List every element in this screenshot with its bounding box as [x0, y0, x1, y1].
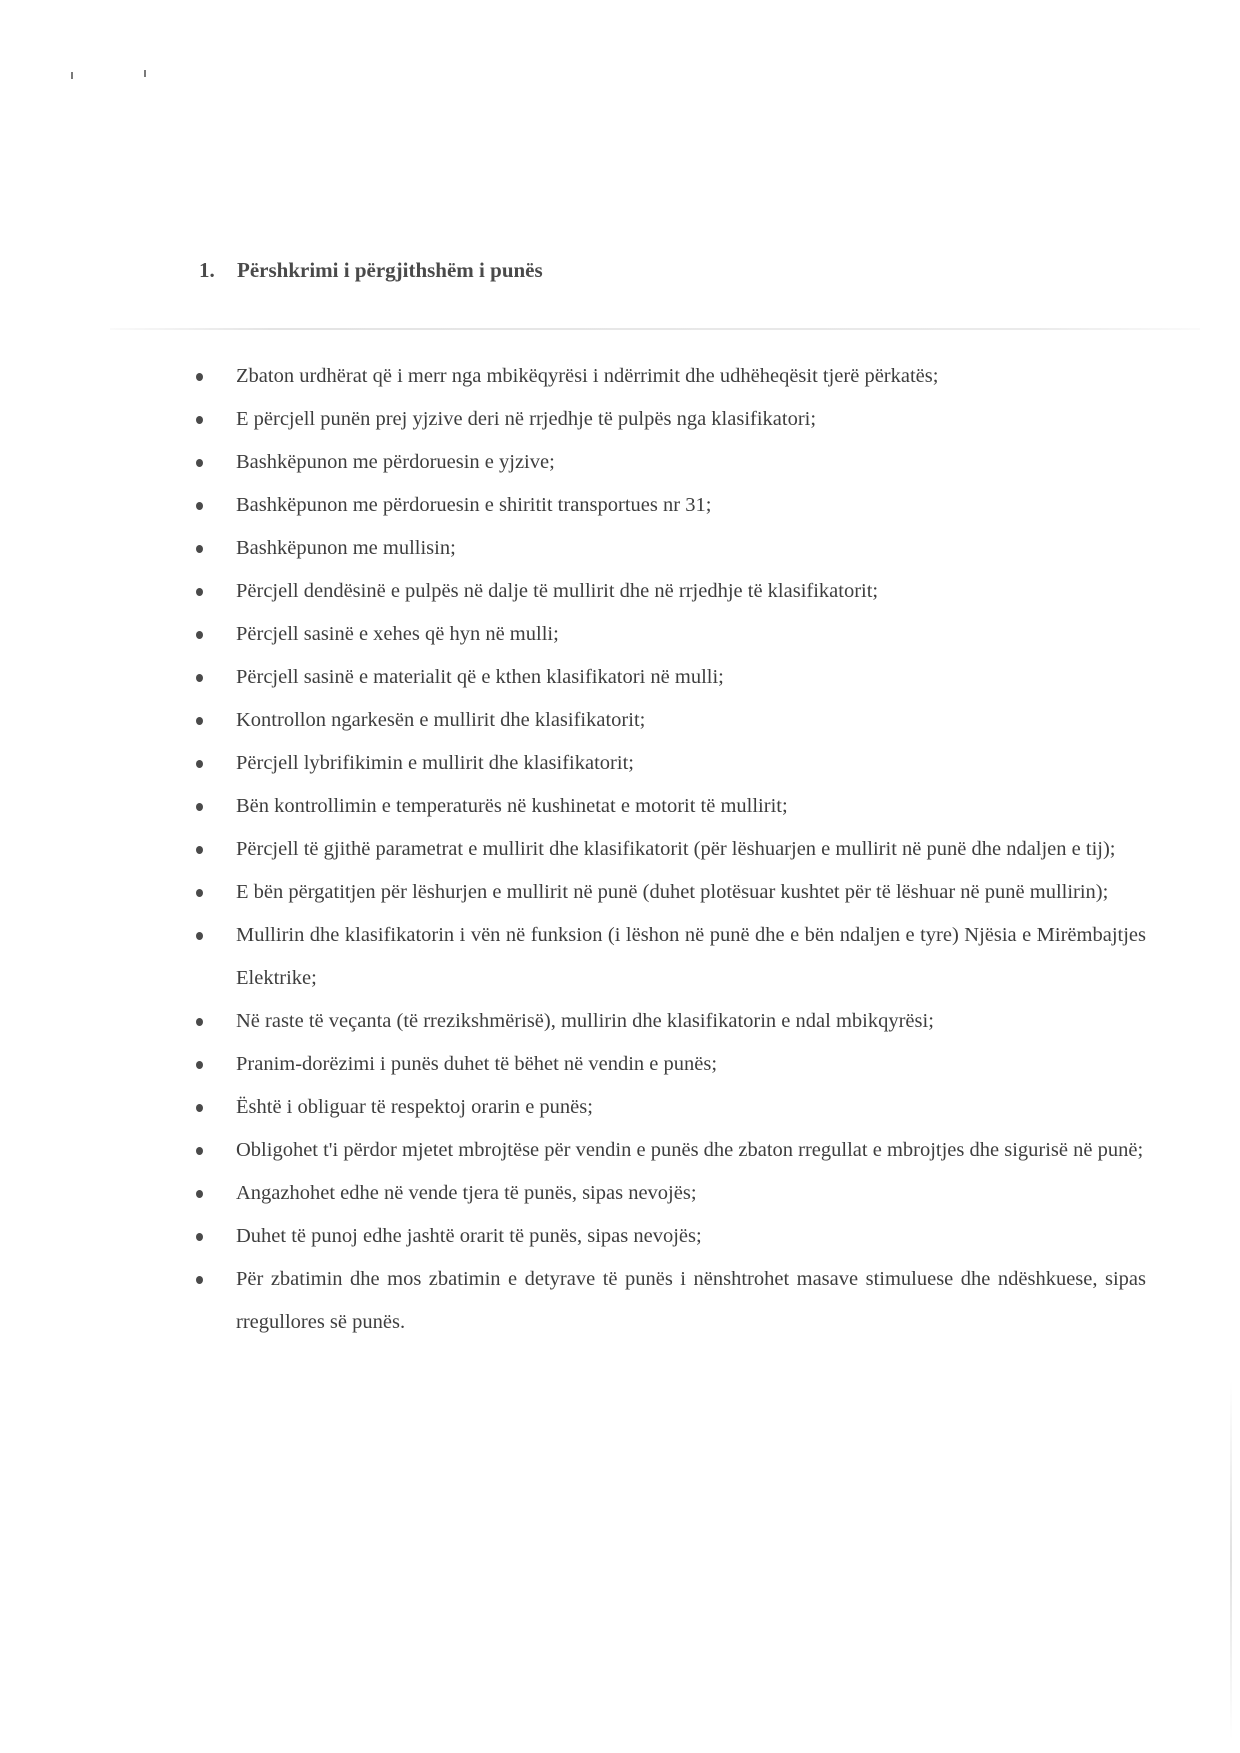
section-divider	[110, 328, 1200, 330]
list-item	[196, 527, 1146, 570]
bullet-icon	[196, 846, 203, 854]
section-number: 1.	[199, 258, 215, 282]
list-item	[196, 1129, 1146, 1172]
list-item-text: Bashkëpunon me përdoruesin e shiritit transportues nr 31;	[236, 494, 712, 516]
section-title: Përshkrimi i përgjithshëm i punës	[237, 258, 543, 282]
list-item	[196, 441, 1146, 484]
list-item	[196, 1172, 1146, 1215]
list-item	[196, 355, 1146, 398]
list-item-text: Mullirin dhe klasifikatorin i vën në funksion (i lëshon në punë dhe e bën ndaljen e tyre) Njësia e Mirëmbajtjes Elektrike;	[236, 924, 1146, 989]
list-item	[196, 1043, 1146, 1086]
bullet-icon	[196, 1018, 203, 1026]
bullet-icon	[196, 674, 203, 682]
bullet-icon	[196, 1190, 203, 1198]
bullet-icon	[196, 1233, 203, 1241]
bullet-icon	[196, 1147, 203, 1155]
scan-mark	[71, 72, 73, 79]
bullet-icon	[196, 1061, 203, 1069]
list-item	[196, 1215, 1146, 1258]
list-item	[196, 570, 1146, 613]
list-item-text: Në raste të veçanta (të rrezikshmërisë), mullirin dhe klasifikatorin e ndal mbikqyrësi;	[236, 1010, 934, 1032]
bullet-icon	[196, 1104, 203, 1112]
list-item-text: Bashkëpunon me mullisin;	[236, 537, 456, 559]
list-item	[196, 613, 1146, 656]
bullet-icon	[196, 1276, 203, 1284]
list-item	[196, 656, 1146, 699]
bullet-icon	[196, 932, 203, 940]
scan-mark	[144, 70, 146, 77]
bullet-icon	[196, 545, 203, 553]
list-item	[196, 398, 1146, 441]
list-item-text: Përcjell sasinë e xehes që hyn në mulli;	[236, 623, 559, 645]
list-item	[196, 742, 1146, 785]
list-item-text: E përcjell punën prej yjzive deri në rrjedhje të pulpës nga klasifikatori;	[236, 408, 817, 430]
bullet-icon	[196, 803, 203, 811]
bullet-icon	[196, 889, 203, 897]
bullet-icon	[196, 631, 203, 639]
list-item	[196, 484, 1146, 527]
list-item-text: Bashkëpunon me përdoruesin e yjzive;	[236, 451, 555, 473]
list-item-text: Përcjell të gjithë parametrat e mullirit dhe klasifikatorit (për lëshuarjen e mullirit në punë dhe ndaljen e tij);	[236, 838, 1116, 860]
list-item	[196, 785, 1146, 828]
list-item-text: Zbaton urdhërat që i merr nga mbikëqyrësi i ndërrimit dhe udhëheqësit tjerë përkatës;	[236, 365, 939, 387]
list-item-text: Bën kontrollimin e temperaturës në kushinetat e motorit të mullirit;	[236, 795, 788, 817]
bullet-icon	[196, 717, 203, 725]
list-item-text: E bën përgatitjen për lëshurjen e mullirit në punë (duhet plotësuar kushtet për të lëshuar në punë mullirin);	[236, 881, 1109, 903]
list-item	[196, 914, 1146, 1000]
list-item	[196, 1086, 1146, 1129]
list-item	[196, 1000, 1146, 1043]
bullet-icon	[196, 588, 203, 596]
list-item-text: Kontrollon ngarkesën e mullirit dhe klasifikatorit;	[236, 709, 646, 731]
list-item-text: Duhet të punoj edhe jashtë orarit të punës, sipas nevojës;	[236, 1225, 702, 1247]
list-item-text: Për zbatimin dhe mos zbatimin e detyrave të punës i nënshtrohet masave stimuluese dhe ndëshkuese, sipas rregullores së punës.	[236, 1268, 1146, 1333]
bullet-icon	[196, 502, 203, 510]
bullet-icon	[196, 459, 203, 467]
duties-list	[196, 355, 1146, 1344]
list-item	[196, 871, 1146, 914]
bullet-icon	[196, 760, 203, 768]
bullet-icon	[196, 416, 203, 424]
list-item-text: Përcjell lybrifikimin e mullirit dhe klasifikatorit;	[236, 752, 634, 774]
list-item-text: Pranim-dorëzimi i punës duhet të bëhet në vendin e punës;	[236, 1053, 718, 1075]
list-item	[196, 699, 1146, 742]
section-heading	[199, 258, 543, 283]
list-item-text: Obligohet t'i përdor mjetet mbrojtëse për vendin e punës dhe zbaton rregullat e mbrojtjes dhe sigurisë në punë;	[236, 1139, 1144, 1161]
scan-edge-shadow	[1230, 1380, 1232, 1740]
list-item-text: Është i obliguar të respektoj orarin e punës;	[236, 1096, 593, 1118]
list-item-text: Angazhohet edhe në vende tjera të punës, sipas nevojës;	[236, 1182, 697, 1204]
list-item	[196, 828, 1146, 871]
list-item	[196, 1258, 1146, 1344]
list-item-text: Përcjell sasinë e materialit që e kthen klasifikatori në mulli;	[236, 666, 724, 688]
bullet-icon	[196, 373, 203, 381]
list-item-text: Përcjell dendësinë e pulpës në dalje të mullirit dhe në rrjedhje të klasifikatorit;	[236, 580, 879, 602]
